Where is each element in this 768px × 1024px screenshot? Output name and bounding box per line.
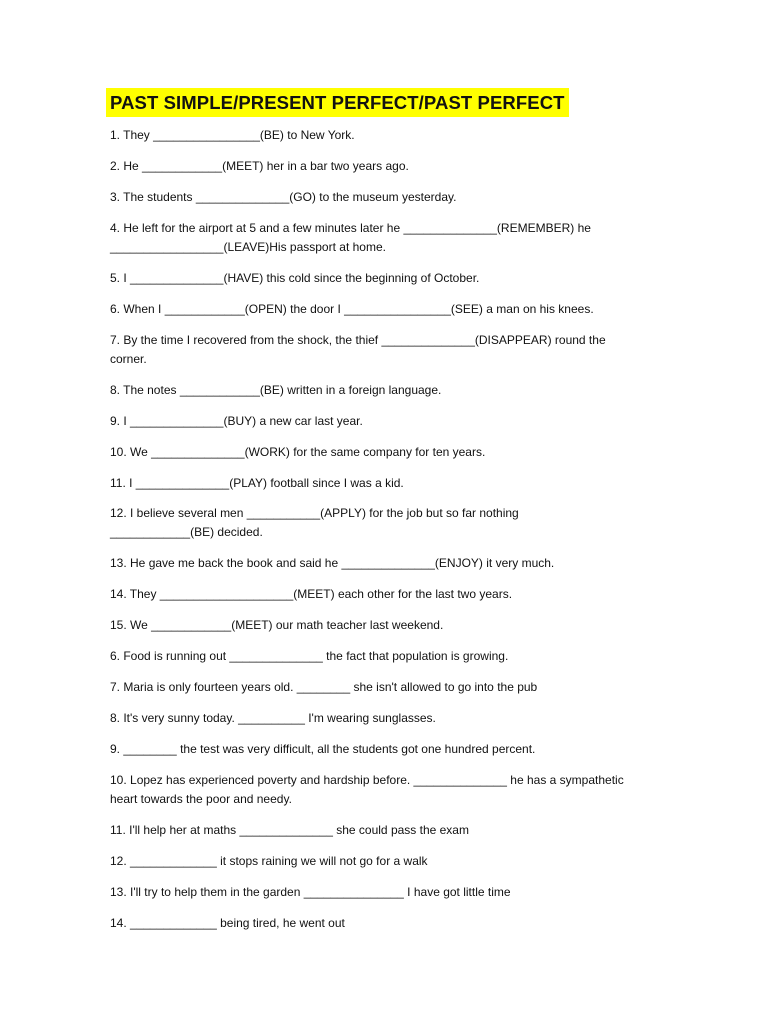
exercise-item: 8. The notes ____________(BE) written in a foreign language. <box>110 383 442 397</box>
worksheet-title: PAST SIMPLE/PRESENT PERFECT/PAST PERFECT <box>106 88 569 117</box>
exercise-item: 10. We ______________(WORK) for the same company for ten years. <box>110 445 486 459</box>
exercise-item: 14. _____________ being tired, he went out <box>110 916 345 930</box>
exercise-item: 9. I ______________(BUY) a new car last year. <box>110 414 363 428</box>
exercise-item: 6. Food is running out ______________ the fact that population is growing. <box>110 649 509 663</box>
exercise-item: 10. Lopez has experienced poverty and hardship before. ______________ he has a sympathetic heart towards the poor and needy. <box>110 773 624 806</box>
exercise-item: 9. ________ the test was very difficult, all the students got one hundred percent. <box>110 742 536 756</box>
exercise-item: 12. _____________ it stops raining we will not go for a walk <box>110 854 428 868</box>
exercise-item: 11. I'll help her at maths ______________ she could pass the exam <box>110 823 469 837</box>
exercise-item: 11. I ______________(PLAY) football since I was a kid. <box>110 476 404 490</box>
exercise-item: 1. They ________________(BE) to New York. <box>110 128 355 142</box>
exercise-item: 2. He ____________(MEET) her in a bar two years ago. <box>110 159 409 173</box>
exercise-item: 5. I ______________(HAVE) this cold since the beginning of October. <box>110 271 480 285</box>
exercise-item: 13. I'll try to help them in the garden _______________ I have got little time <box>110 885 511 899</box>
exercise-item: 6. When I ____________(OPEN) the door I ________________(SEE) a man on his knees. <box>110 302 594 316</box>
exercise-item: 7. By the time I recovered from the shock, the thief ______________(DISAPPEAR) round the corner. <box>110 333 606 366</box>
exercise-item: 13. He gave me back the book and said he ______________(ENJOY) it very much. <box>110 556 555 570</box>
exercise-item: 7. Maria is only fourteen years old. ________ she isn't allowed to go into the pub <box>110 680 538 694</box>
exercise-item: 15. We ____________(MEET) our math teacher last weekend. <box>110 618 444 632</box>
exercise-item: 8. It's very sunny today. __________ I'm wearing sunglasses. <box>110 711 436 725</box>
exercise-item: 3. The students ______________(GO) to the museum yesterday. <box>110 190 457 204</box>
exercise-item: 4. He left for the airport at 5 and a few minutes later he ______________(REMEMBER) he _________________(LEAVE)His passport at home. <box>110 221 591 254</box>
exercise-item: 12. I believe several men ___________(APPLY) for the job but so far nothing ____________(BE) decided. <box>110 506 519 539</box>
exercise-item: 14. They ____________________(MEET) each other for the last two years. <box>110 587 513 601</box>
